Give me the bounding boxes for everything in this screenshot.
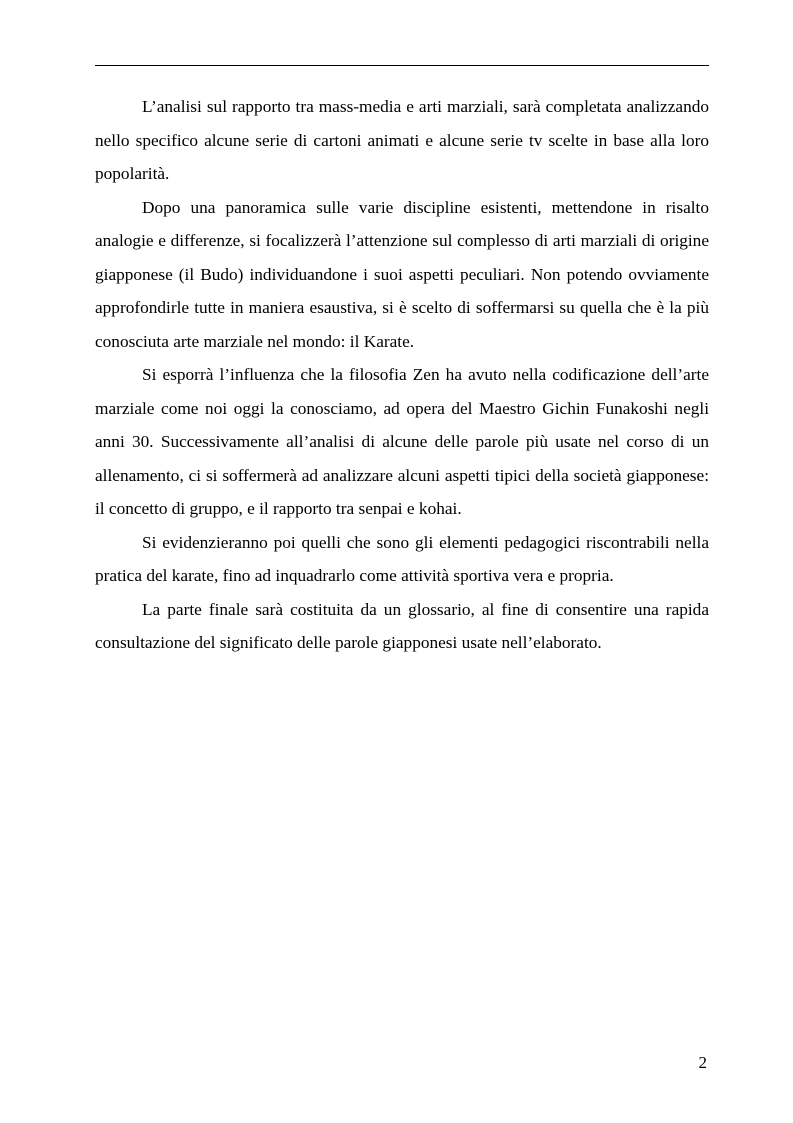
- header-rule: [95, 65, 709, 66]
- paragraph-budo-overview: Dopo una panoramica sulle varie discipline esistenti, mettendone in risalto analogie e differenze, si focalizzerà l’attenzione sul complesso di arti marziali di origine giapponese (il Budo) individuandone i suoi aspetti peculiari. Non potendo ovviamente approfondirle tutte in maniera esaustiva, si è scelto di soffermarsi su quella che è la più conosciuta arte marziale nel mondo: il Karate.: [95, 197, 709, 351]
- paragraph-pedagogy: Si evidenzieranno poi quelli che sono gli elementi pedagogici riscontrabili nella pratica del karate, fino ad inquadrarlo come attività sportiva vera e propria.: [95, 532, 709, 585]
- body-text: [95, 90, 709, 660]
- paragraph-zen-influence: Si esporrà l’influenza che la filosofia Zen ha avuto nella codificazione dell’arte marziale come noi oggi la conosciamo, ad opera del Maestro Gichin Funakoshi negli anni 30. Successivamente all’analisi di alcune delle parole più usate nel corso di un allenamento, ci si soffermerà ad analizzare alcuni aspetti tipici della società giapponese: il concetto di gruppo, e il rapporto tra senpai e kohai.: [95, 365, 709, 518]
- page-number: 2: [698, 1053, 707, 1072]
- paragraph-glossary: La parte finale sarà costituita da un glossario, al fine di consentire una rapida consultazione del significato delle parole giapponesi usate nell’elaborato.: [95, 599, 709, 652]
- paragraph-media-analysis: L’analisi sul rapporto tra mass-media e arti marziali, sarà completata analizzando nello specifico alcune serie di cartoni animati e alcune serie tv scelte in base alla loro popolarità.: [95, 97, 709, 183]
